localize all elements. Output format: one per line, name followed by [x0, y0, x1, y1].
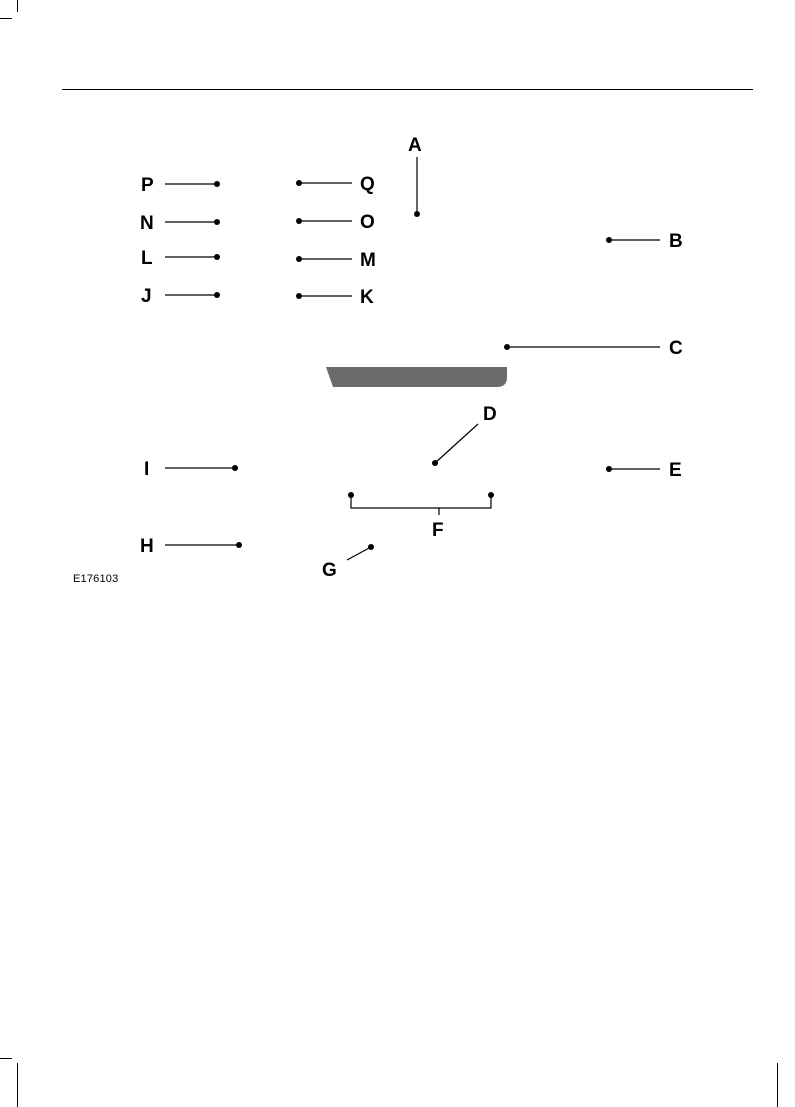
- figure-id: E176103: [73, 573, 119, 585]
- leader-dot-d: [432, 460, 438, 466]
- leader-dot-c: [504, 344, 510, 350]
- callout-label-a: A: [408, 135, 422, 156]
- leader-dot-k: [296, 293, 302, 299]
- leader-dot-g: [368, 544, 374, 550]
- leader-dot-q: [296, 180, 302, 186]
- callout-label-h: H: [140, 536, 154, 557]
- leader-dot-i: [232, 465, 238, 471]
- callout-label-p: P: [141, 175, 154, 196]
- callout-label-o: O: [360, 212, 375, 233]
- panel-shape: [326, 367, 507, 387]
- leader-dot-p: [214, 181, 220, 187]
- leader-dot-j: [214, 292, 220, 298]
- leader-dot-b: [606, 237, 612, 243]
- leader-dot-n: [214, 219, 220, 225]
- callout-label-d: D: [483, 404, 497, 425]
- leader-dot-m: [296, 256, 302, 262]
- callout-label-f: F: [432, 520, 444, 541]
- callout-label-m: M: [360, 250, 376, 271]
- callout-label-e: E: [669, 460, 682, 481]
- leader-line-d: [435, 424, 478, 463]
- leader-dot-f-right: [488, 492, 494, 498]
- leader-dot-a: [414, 211, 420, 217]
- leader-line-g: [347, 547, 371, 560]
- leader-bracket-f: [351, 495, 491, 508]
- leader-dot-l: [214, 254, 220, 260]
- callout-label-n: N: [140, 213, 154, 234]
- callout-label-k: K: [360, 287, 374, 308]
- callout-label-b: B: [669, 231, 683, 252]
- leader-dot-o: [296, 218, 302, 224]
- callout-label-i: I: [144, 459, 150, 480]
- leader-dot-f-left: [348, 492, 354, 498]
- callout-label-j: J: [141, 286, 152, 307]
- callout-label-c: C: [669, 338, 683, 359]
- callout-label-q: Q: [360, 174, 375, 195]
- leader-dot-e: [606, 466, 612, 472]
- leader-dot-h: [236, 542, 242, 548]
- callout-label-g: G: [322, 560, 337, 581]
- callout-label-l: L: [141, 248, 153, 269]
